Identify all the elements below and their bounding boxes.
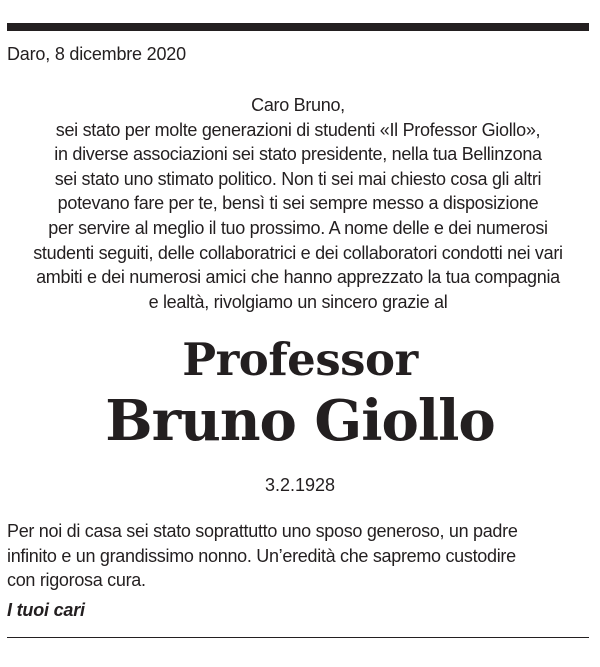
signature: I tuoi cari [7, 600, 85, 620]
closing-line: con rigorosa cura. [7, 570, 146, 590]
message-line: studenti seguiti, delle collaboratrici e dei collaboratori condotti nei vari [33, 242, 563, 263]
message-line: potevano fare per te, bensì ti sei sempre messo a disposizione [57, 193, 539, 214]
message-line: e lealtà, rivolgiamo un sincero grazie al [148, 291, 448, 312]
closing-line: infinito e un grandissimo nonno. Un’eredità che sapremo custodire [7, 545, 516, 566]
message-line: sei stato per molte generazioni di studenti «Il Professor Giollo», [55, 119, 541, 140]
top-rule [7, 23, 589, 31]
message-line: in diverse associazioni sei stato presidente, nella tua Bellinzona [54, 144, 542, 165]
deceased-name: Bruno Giollo [105, 388, 495, 454]
message-line: ambiti e dei numerosi amici che hanno apprezzato la tua compagnia [36, 267, 560, 288]
bottom-rule [7, 637, 589, 638]
deceased-title: Professor [182, 333, 418, 386]
message-line: per servire al meglio il tuo prossimo. A nome delle e dei numerosi [48, 217, 548, 238]
message-text [7, 93, 589, 314]
message-line: Caro Bruno, [251, 95, 345, 115]
closing-line: Per noi di casa sei stato soprattutto uno sposo generoso, un padre [7, 521, 518, 541]
closing-text [7, 519, 593, 593]
birth-date: 3.2.1928 [264, 475, 336, 495]
place-date: Daro, 8 dicembre 2020 [7, 44, 186, 64]
message-line: sei stato uno stimato politico. Non ti sei mai chiesto cosa gli altri [54, 168, 542, 189]
